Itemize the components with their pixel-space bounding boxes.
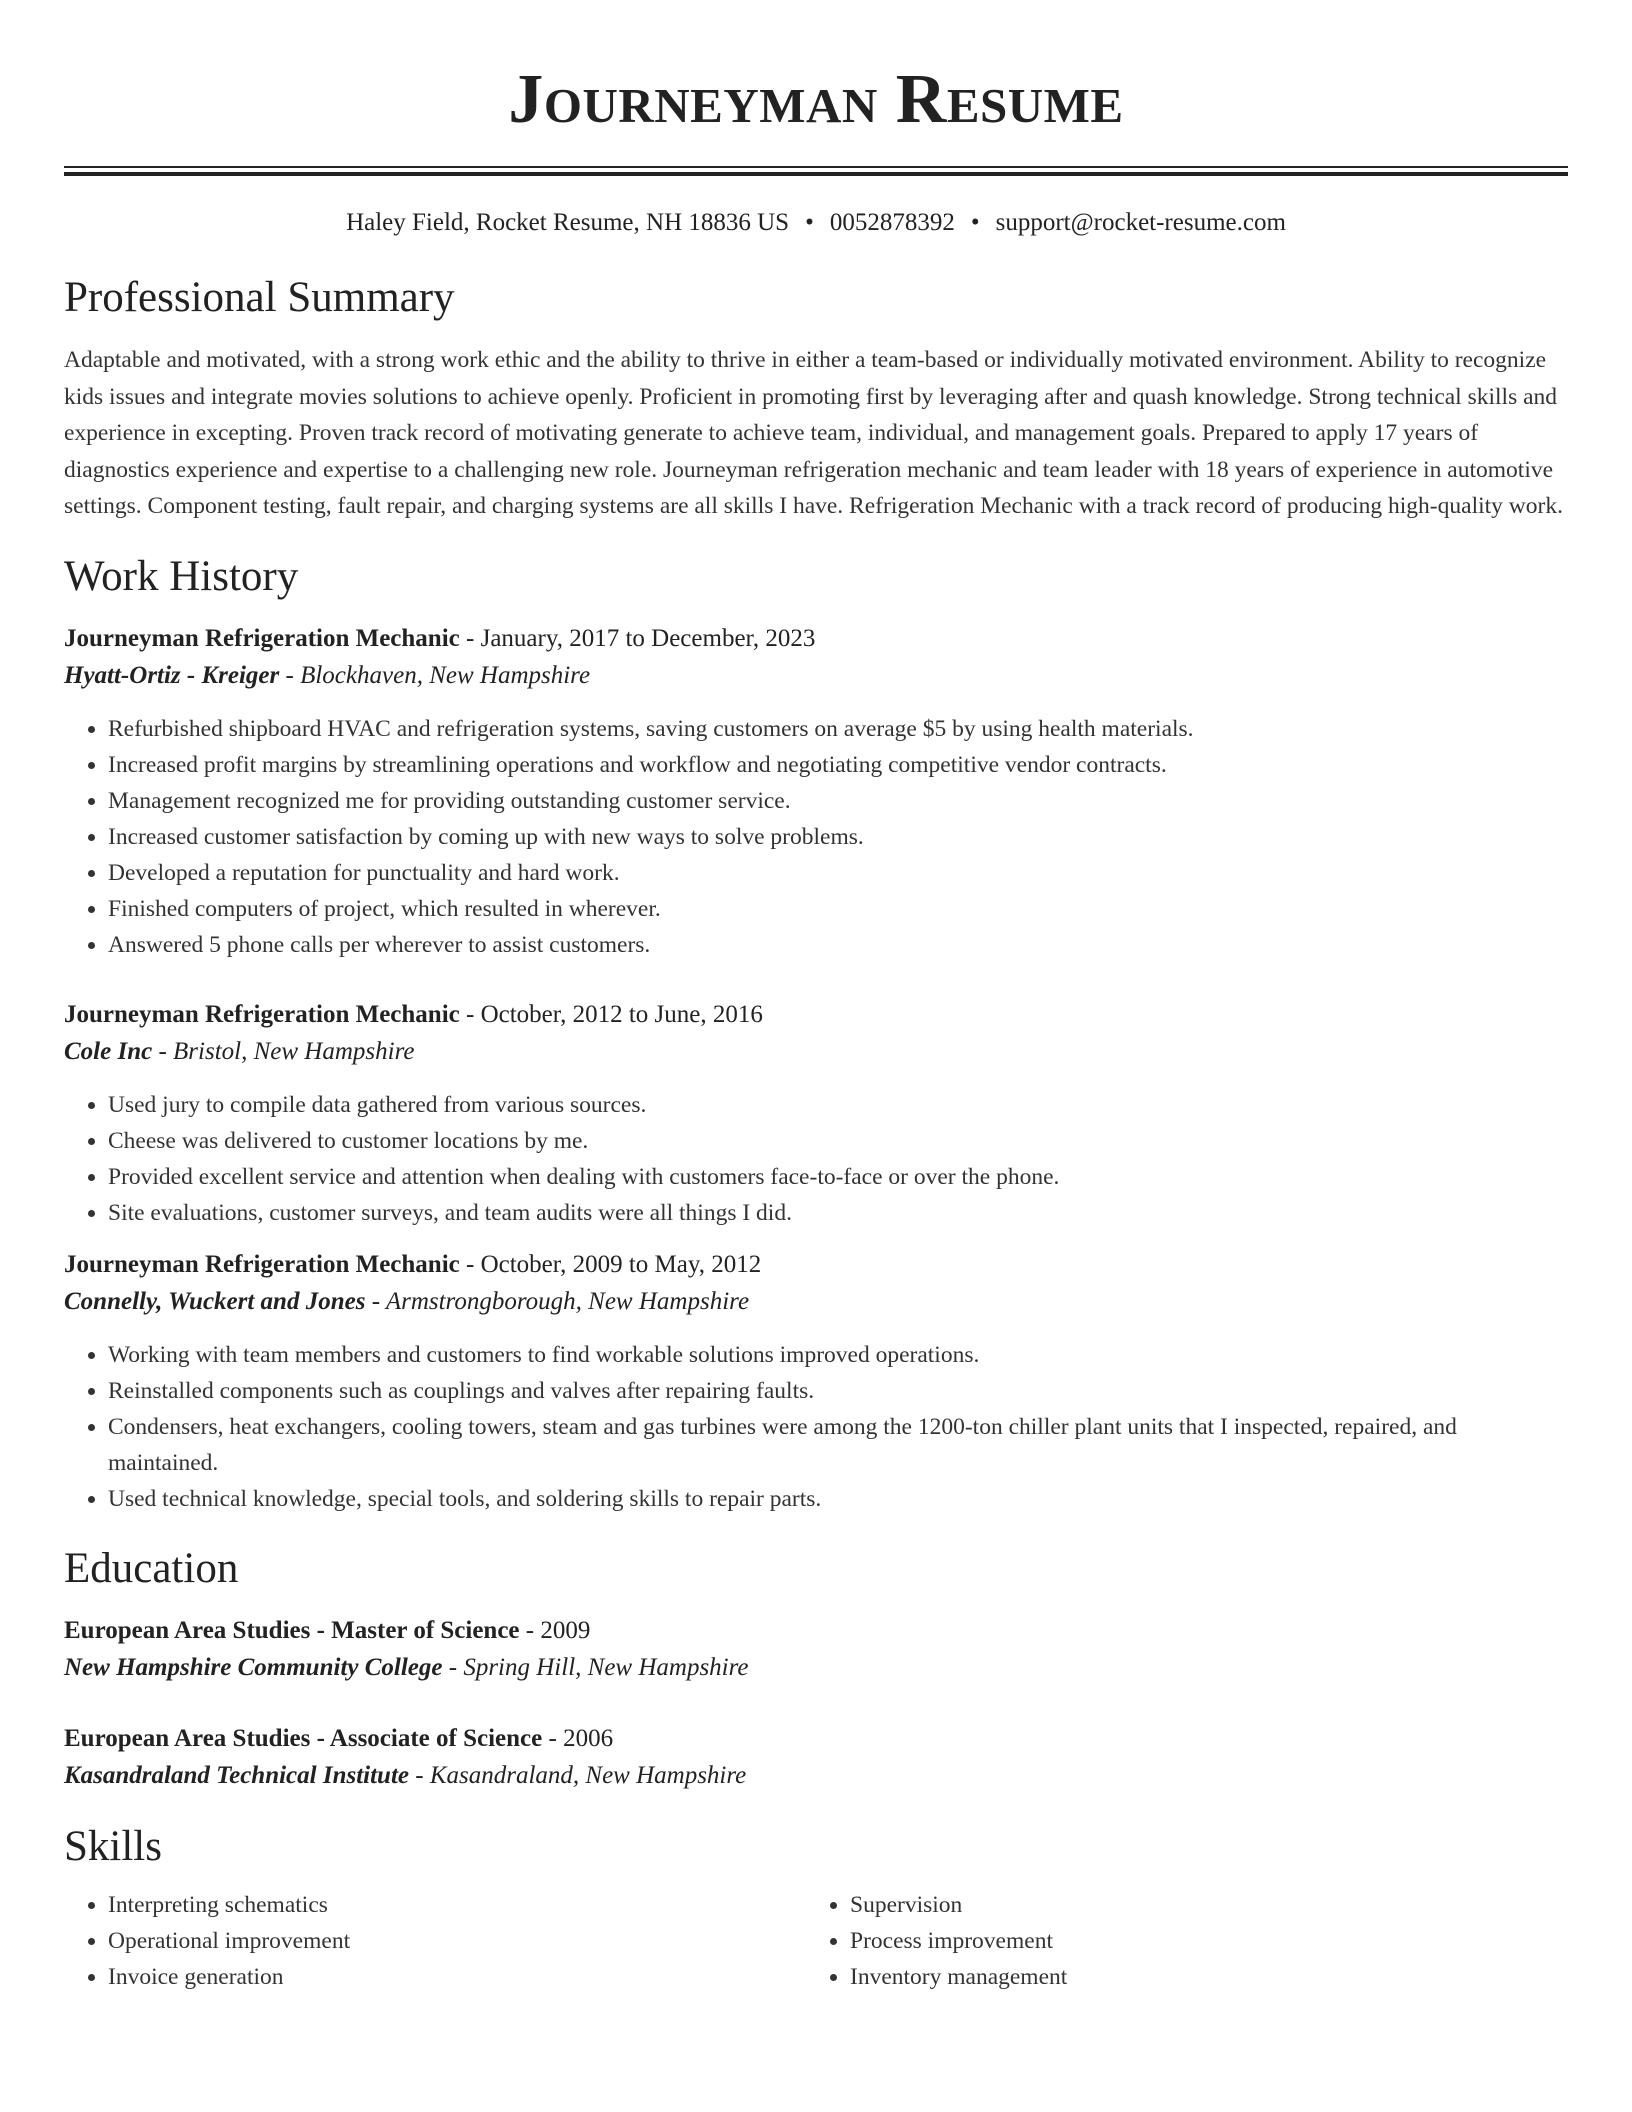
section-heading: Professional Summary bbox=[64, 274, 455, 321]
employer-location: - Blockhaven, New Hampshire bbox=[279, 661, 591, 689]
list-item: • Cheese was delivered to customer locations by me. bbox=[108, 1123, 1568, 1159]
job-dates: - January, 2017 to December, 2023 bbox=[459, 624, 816, 652]
list-item: • Management recognized me for providing outstanding customer service. bbox=[108, 783, 1568, 819]
skill-item: • Invoice generation bbox=[108, 1959, 806, 1995]
education-section bbox=[64, 1543, 1568, 1795]
graduation-year: - 2009 bbox=[519, 1616, 591, 1644]
job-entry bbox=[64, 621, 1568, 963]
skills-section bbox=[64, 1821, 1568, 1995]
list-item: • Working with team members and customers to find workable solutions improved operations. bbox=[108, 1337, 1568, 1373]
job-employer-line bbox=[64, 1033, 1568, 1071]
employer-name: Connelly, Wuckert and Jones bbox=[64, 1287, 366, 1315]
school-location: - Spring Hill, New Hampshire bbox=[442, 1653, 749, 1681]
school-location: - Kasandraland, New Hampshire bbox=[409, 1761, 747, 1789]
school-name: New Hampshire Community College bbox=[64, 1653, 443, 1681]
education-header bbox=[64, 1721, 1568, 1757]
job-title: Journeyman Refrigeration Mechanic bbox=[64, 1000, 460, 1028]
school-name: Kasandraland Technical Institute bbox=[64, 1761, 409, 1789]
job-header bbox=[64, 997, 1568, 1033]
job-entry bbox=[64, 1247, 1568, 1517]
list-item: • Finished computers of project, which resulted in wherever. bbox=[108, 891, 1568, 927]
skill-item: • Operational improvement bbox=[108, 1923, 806, 1959]
summary-section bbox=[64, 272, 1568, 525]
job-employer-line bbox=[64, 1283, 1568, 1321]
list-item: • Increased profit margins by streamlining operations and workflow and negotiating competitive vendor contracts. bbox=[108, 747, 1568, 783]
list-item: • Increased customer satisfaction by coming up with new ways to solve problems. bbox=[108, 819, 1568, 855]
contact-separator: • bbox=[970, 209, 980, 236]
contact-phone: 0052878392 bbox=[829, 209, 955, 236]
list-item: • Site evaluations, customer surveys, and team audits were all things I did. bbox=[108, 1195, 1568, 1231]
skill-item: • Process improvement bbox=[850, 1923, 1548, 1959]
employer-location: - Armstrongborough, New Hampshire bbox=[365, 1287, 750, 1315]
section-heading: Work History bbox=[64, 552, 299, 600]
degree: European Area Studies - Associate of Science bbox=[64, 1724, 543, 1752]
job-bullets bbox=[64, 711, 1568, 963]
skills-list bbox=[64, 1887, 806, 1995]
contact-address: Haley Field, Rocket Resume, NH 18836 US bbox=[346, 209, 790, 236]
job-dates: - October, 2012 to June, 2016 bbox=[459, 1000, 763, 1028]
title-divider bbox=[64, 166, 1568, 176]
resume-title: Journeyman Resume bbox=[508, 61, 1124, 138]
job-title: Journeyman Refrigeration Mechanic bbox=[64, 1250, 460, 1278]
skill-item: • Interpreting schematics bbox=[108, 1887, 806, 1923]
contact-separator: • bbox=[805, 209, 814, 236]
job-entry bbox=[64, 997, 1568, 1231]
job-title: Journeyman Refrigeration Mechanic bbox=[64, 624, 460, 652]
work-history-section bbox=[64, 551, 1568, 1517]
section-heading: Education bbox=[64, 1544, 239, 1592]
list-item: • Answered 5 phone calls per wherever to assist customers. bbox=[108, 927, 1568, 963]
job-employer-line bbox=[64, 657, 1568, 695]
employer-name: Hyatt-Ortiz - Kreiger bbox=[64, 661, 280, 689]
education-header bbox=[64, 1613, 1568, 1649]
skills-list bbox=[806, 1887, 1548, 1995]
section-heading: Skills bbox=[64, 1822, 162, 1870]
skill-item: • Supervision bbox=[850, 1887, 1548, 1923]
contact-line bbox=[64, 208, 1568, 238]
list-item: • Provided excellent service and attention when dealing with customers face-to-face or over the phone. bbox=[108, 1159, 1568, 1195]
list-item: • Developed a reputation for punctuality and hard work. bbox=[108, 855, 1568, 891]
skill-item: • Inventory management bbox=[850, 1959, 1548, 1995]
list-item: • Used technical knowledge, special tools, and soldering skills to repair parts. bbox=[108, 1481, 1568, 1517]
skills-column-left bbox=[64, 1887, 806, 1995]
skills-column-right bbox=[806, 1887, 1548, 1995]
summary-text: Adaptable and motivated, with a strong work ethic and the ability to thrive in either a team-based or individually motivated environment. Ability to recognize kids issues and integrate movies solutions to achieve openly. Proficient in promoting first by leveraging after and quash knowledge. Strong technical skills and experience in excepting. Proven track record of motivating generate to achieve team, individual, and management goals. Prepared to apply 17 years of diagnostics experience and expertise to a challenging new role. Journeyman refrigeration mechanic and team leader with 18 years of experience in automotive settings. Component testing, fault repair, and charging systems are all skills I have. Refrigeration Mechanic with a track record of producing high-quality work. bbox=[64, 347, 1563, 519]
education-entry bbox=[64, 1721, 1568, 1795]
list-item: • Used jury to compile data gathered from various sources. bbox=[108, 1087, 1568, 1123]
job-header bbox=[64, 621, 1568, 657]
list-item: • Reinstalled components such as couplings and valves after repairing faults. bbox=[108, 1373, 1568, 1409]
degree: European Area Studies - Master of Science bbox=[64, 1616, 520, 1644]
job-header bbox=[64, 1247, 1568, 1283]
employer-location: - Bristol, New Hampshire bbox=[152, 1037, 415, 1065]
graduation-year: - 2006 bbox=[542, 1724, 614, 1752]
list-item: • Condensers, heat exchangers, cooling towers, steam and gas turbines were among the 1200-ton chiller plant units that I inspected, repaired, and maintained. bbox=[108, 1409, 1568, 1481]
school-line bbox=[64, 1649, 1568, 1687]
contact-email: support@rocket-resume.com bbox=[995, 209, 1286, 236]
education-entry bbox=[64, 1613, 1568, 1687]
job-bullets bbox=[64, 1087, 1568, 1231]
school-line bbox=[64, 1757, 1568, 1795]
employer-name: Cole Inc bbox=[64, 1037, 153, 1065]
list-item: • Refurbished shipboard HVAC and refrigeration systems, saving customers on average $5 by using health materials. bbox=[108, 711, 1568, 747]
job-bullets bbox=[64, 1337, 1568, 1517]
skills-grid bbox=[64, 1887, 1568, 1995]
job-dates: - October, 2009 to May, 2012 bbox=[459, 1250, 762, 1278]
